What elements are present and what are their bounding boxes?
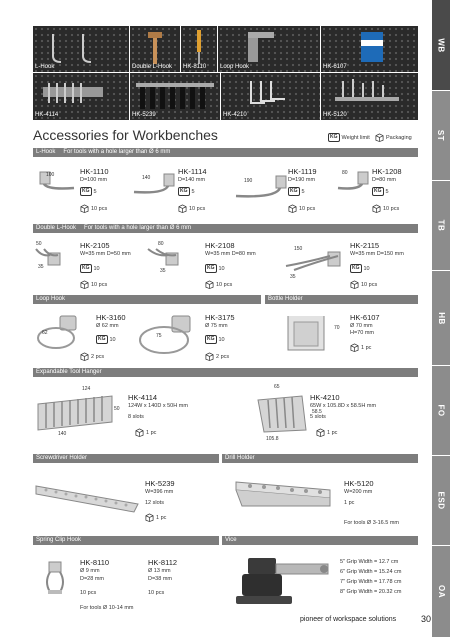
tab-oa[interactable]: OA: [432, 545, 450, 637]
section-bar-screwdriver-holder: Screwdriver Holder: [33, 454, 219, 463]
package-icon: [375, 133, 384, 142]
product-code-hk-2105: HK-2105: [80, 241, 110, 250]
package-icon: [178, 204, 187, 213]
package-icon: [135, 428, 144, 437]
section-bar-vice: Vice: [222, 536, 418, 545]
tab-wb[interactable]: WB: [432, 0, 450, 90]
section-bar-l-hook: L-Hook For tools with a hole larger than Ø 6 mm: [33, 148, 418, 157]
product-code-hk-6107: HK-6107: [350, 313, 380, 322]
section-bar-loop-hook: Loop Hook: [33, 295, 261, 304]
kg-icon: KG: [330, 134, 338, 140]
section-bar-spring-clip-hook: Spring Clip Hook: [33, 536, 219, 545]
l-hook-drawing-icon: [334, 170, 374, 198]
kg-icon: KG: [374, 188, 382, 194]
package-icon: [205, 352, 214, 361]
section-bar-drill-holder: Drill Holder: [222, 454, 418, 463]
kg-icon: KG: [82, 265, 90, 271]
double-l-hook-drawing-icon: [34, 243, 78, 275]
package-icon: [80, 352, 89, 361]
l-hook-drawing-icon: [34, 170, 84, 198]
package-icon: [205, 280, 214, 289]
kg-icon: KG: [207, 265, 215, 271]
screwdriver-holder-drawing-icon: [34, 480, 142, 516]
package-icon: [145, 513, 154, 522]
photo-hk-4210: HK-4210: [221, 73, 320, 120]
tab-st[interactable]: ST: [432, 90, 450, 180]
photo-double-l-hook: Double L-Hook: [130, 26, 180, 72]
photo-hk-6107: HK-6107: [321, 26, 418, 72]
product-code-hk-8110: HK-8110: [80, 558, 110, 567]
photo-hk-5120: HK-5120: [321, 73, 418, 120]
product-code-hk-2108: HK-2108: [205, 241, 235, 250]
product-code-hk-5120: HK-5120: [344, 479, 374, 488]
photo-hk-4114: HK-4114: [33, 73, 129, 120]
product-photo-strip: [33, 26, 418, 120]
product-code-hk-1110: HK-1110: [80, 167, 109, 176]
product-code-hk-1114: HK-1114: [178, 167, 207, 176]
package-icon: [372, 204, 381, 213]
package-icon: [350, 343, 359, 352]
package-icon: [316, 428, 325, 437]
kg-icon: KG: [290, 188, 298, 194]
photo-hk-8110: HK-8110: [181, 26, 217, 72]
packaging-legend: Packaging: [375, 133, 412, 142]
tab-hb[interactable]: HB: [432, 270, 450, 365]
product-code-hk-1208: HK-1208: [372, 167, 402, 176]
tab-fo[interactable]: FO: [432, 365, 450, 455]
loop-hook-drawing-icon: [136, 312, 200, 358]
l-hook-drawing-icon: [130, 172, 180, 200]
page-title: Accessories for Workbenches: [33, 127, 218, 143]
product-code-hk-4114: HK-4114: [128, 393, 158, 402]
drill-holder-drawing-icon: [232, 472, 336, 512]
photo-hk-5239: HK-5239: [130, 73, 220, 120]
product-code-hk-4210: HK-4210: [310, 393, 340, 402]
category-tab-rail: [432, 0, 450, 637]
kg-icon: KG: [82, 188, 90, 194]
section-bar-double-l-hook: Double L-Hook For tools with a hole larger than Ø 6 mm: [33, 224, 418, 233]
product-code-hk-1119: HK-1119: [288, 167, 317, 176]
bottle-holder-drawing-icon: [280, 310, 332, 358]
kg-icon: KG: [352, 265, 360, 271]
wrench-hanger-drawing-icon: [254, 392, 312, 436]
section-bar-bottle-holder: Bottle Holder: [265, 295, 418, 304]
photo-l-hook: L-Hook: [33, 26, 129, 72]
section-bar-expandable-tool-hanger: Expandable Tool Hanger: [33, 368, 418, 377]
package-icon: [80, 204, 89, 213]
weight-limit-legend: KG Weight limit: [330, 134, 370, 141]
l-hook-drawing-icon: [232, 174, 292, 204]
product-code-hk-8112: HK-8112: [148, 558, 178, 567]
double-l-hook-drawing-icon: [146, 243, 200, 275]
tab-esd[interactable]: ESD: [432, 455, 450, 545]
kg-icon: KG: [180, 188, 188, 194]
kg-icon: KG: [207, 336, 215, 342]
bench-vice-drawing-icon: [228, 548, 332, 610]
page-number: 30: [421, 614, 432, 624]
spring-clip-drawing-icon: [40, 560, 70, 600]
package-icon: [288, 204, 297, 213]
package-icon: [350, 280, 359, 289]
kg-icon: KG: [98, 336, 106, 342]
product-code-hk-3175: HK-3175: [205, 313, 235, 322]
tab-tb[interactable]: TB: [432, 180, 450, 270]
wrench-hanger-drawing-icon: [34, 392, 118, 438]
footer-tagline: pioneer of workspace solutions: [300, 616, 397, 623]
package-icon: [80, 280, 89, 289]
product-code-hk-5239: HK-5239: [145, 479, 175, 488]
product-code-hk-2115: HK-2115: [350, 241, 380, 250]
photo-loop-hook: Loop Hook: [218, 26, 320, 72]
product-code-hk-3160: HK-3160: [96, 313, 126, 322]
